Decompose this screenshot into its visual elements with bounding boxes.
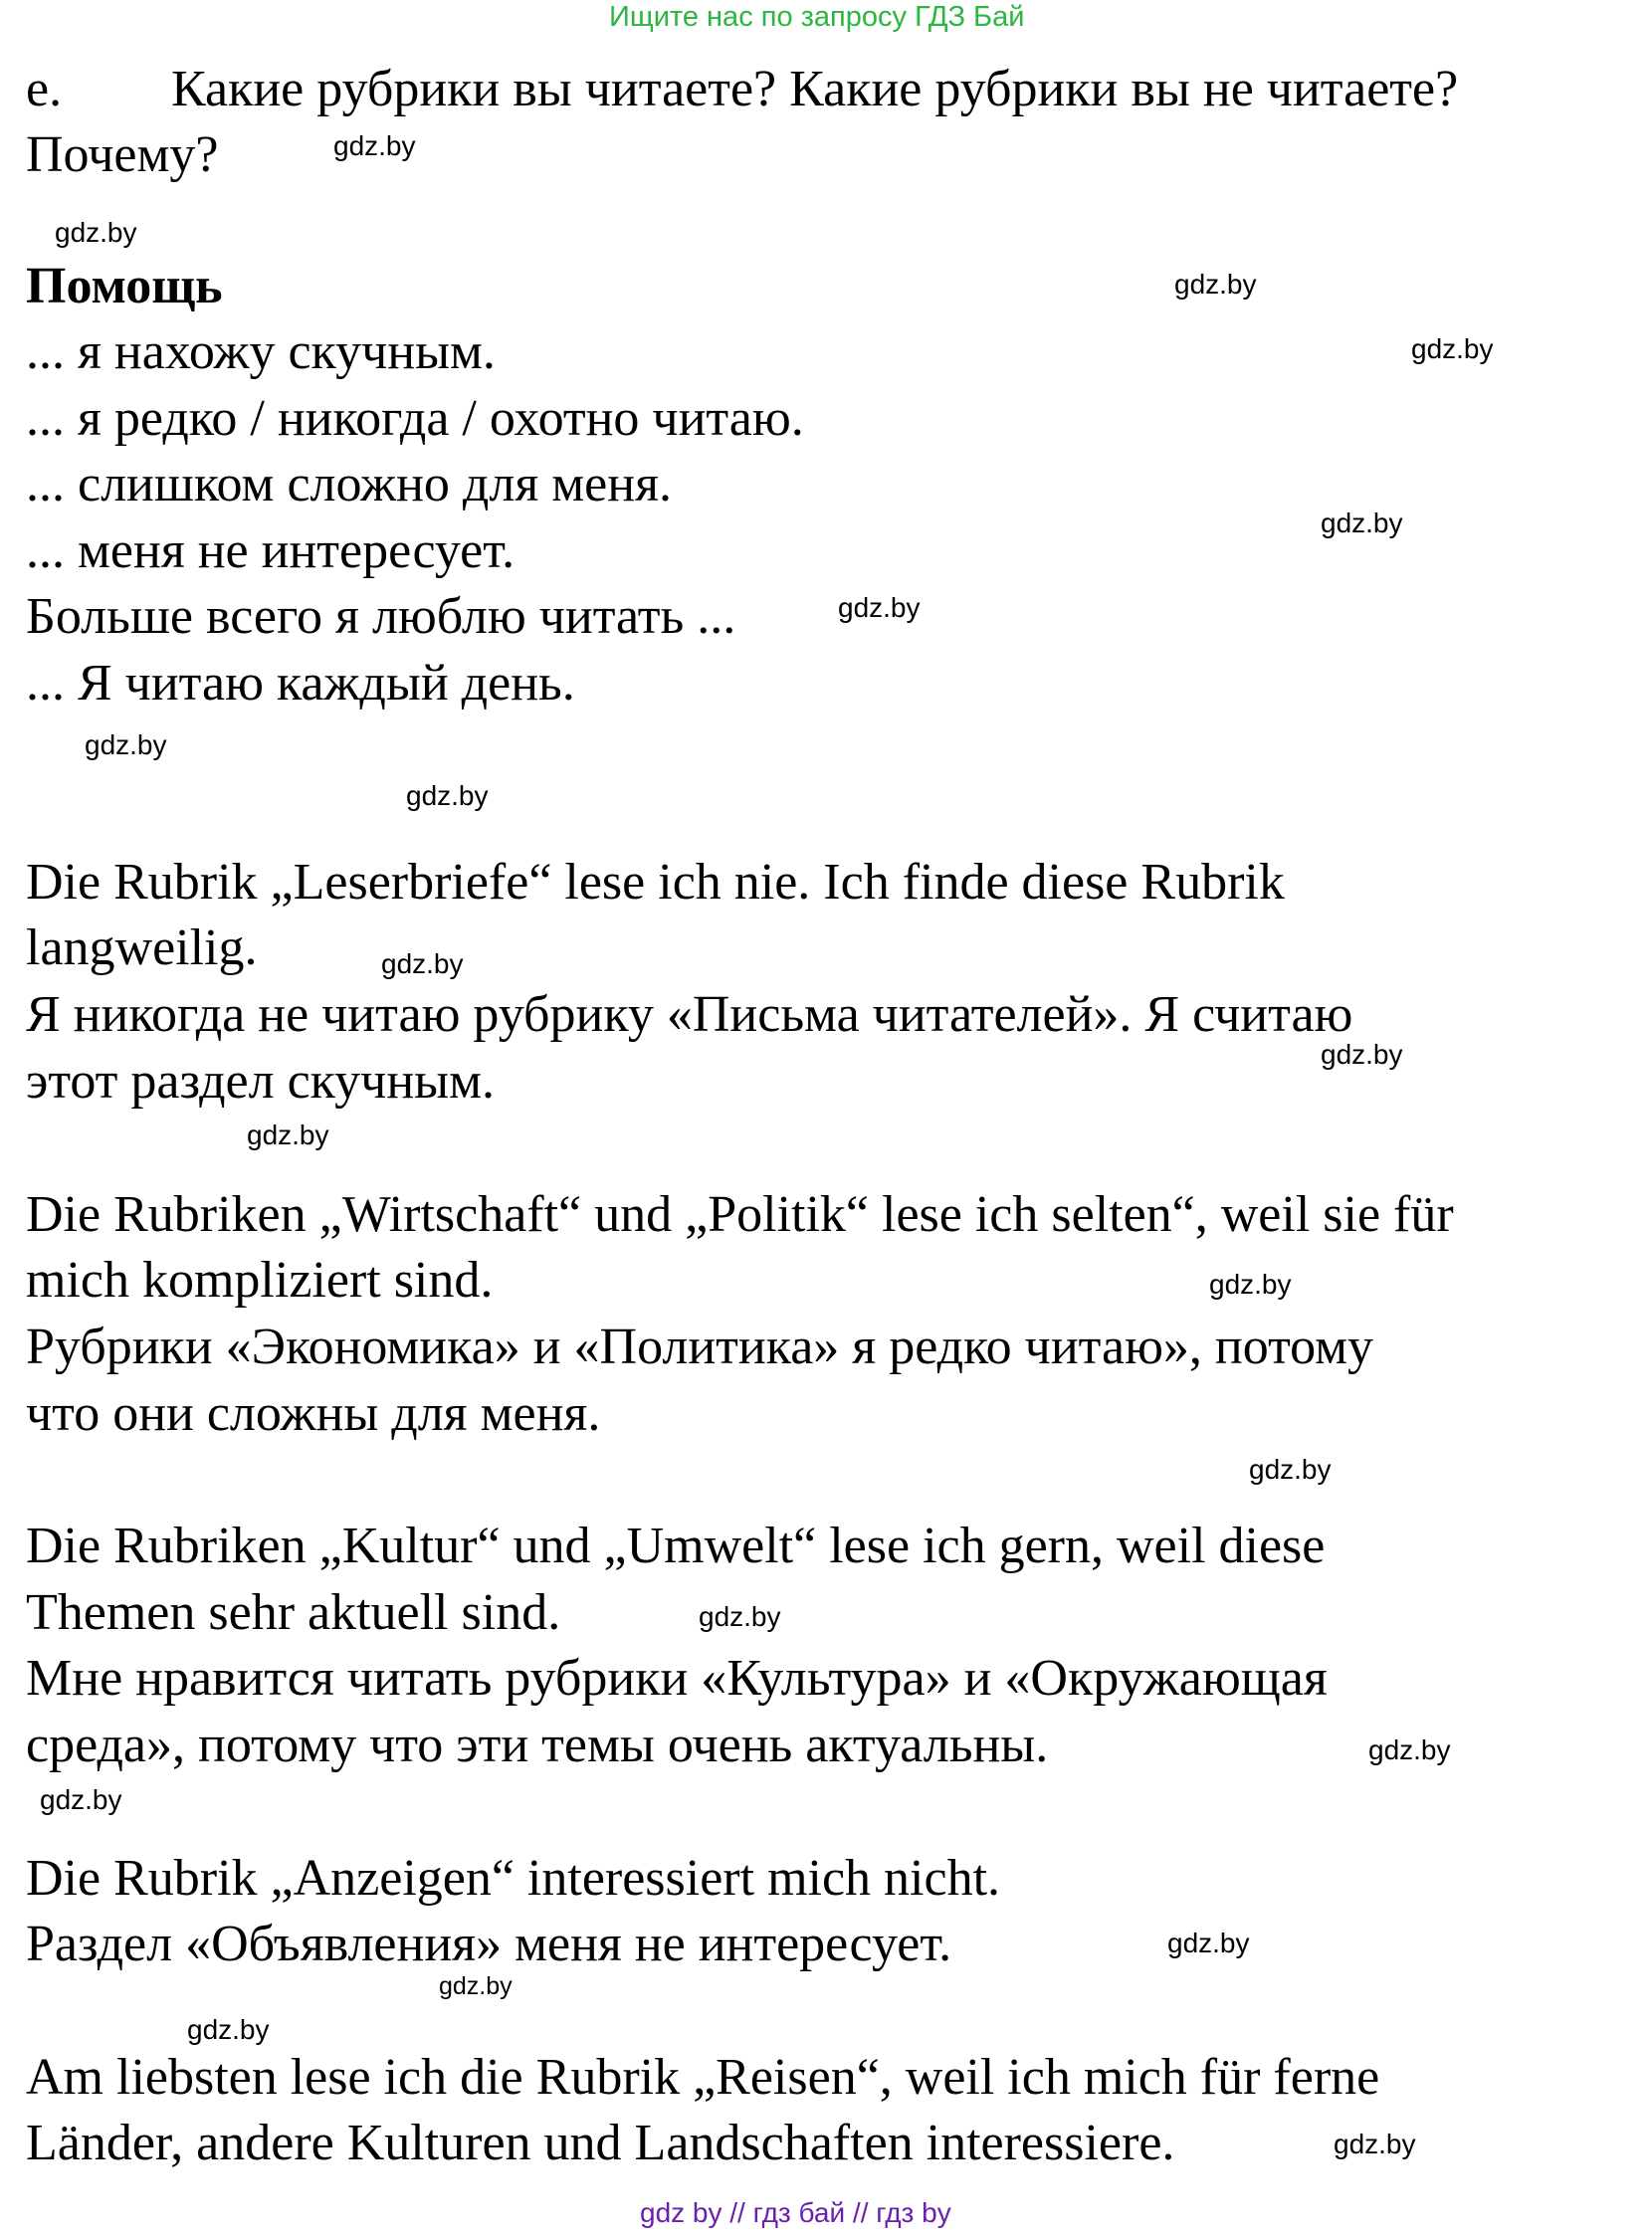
answer-de-line: langweilig.	[26, 919, 258, 976]
watermark: gdz.by	[1321, 508, 1403, 538]
answer-ru-line: что они сложны для меня.	[26, 1385, 601, 1442]
task-letter: e.	[26, 61, 63, 117]
answer-de-line: Die Rubriken „Wirtschaft“ und „Politik“ lese ich selten“, weil sie für	[26, 1186, 1454, 1243]
answer-de-line: mich kompliziert sind.	[26, 1252, 494, 1309]
watermark: gdz.by	[187, 2014, 270, 2045]
watermark: gdz.by	[333, 130, 416, 161]
task-question-line1: Какие рубрики вы читаете? Какие рубрики вы не читаете?	[171, 61, 1459, 117]
watermark: gdz.by	[838, 592, 921, 623]
answer-de-line: Länder, andere Kulturen und Landschaften interessiere.	[26, 2115, 1175, 2171]
help-line: ... слишком сложно для меня.	[26, 456, 672, 512]
answer-ru-line: Я никогда не читаю рубрику «Письма читателей». Я считаю	[26, 986, 1353, 1043]
answer-de-line: Die Rubrik „Leserbriefe“ lese ich nie. Ich finde diese Rubrik	[26, 854, 1285, 911]
watermark: gdz.by	[85, 729, 167, 760]
watermark: gdz.by	[699, 1601, 781, 1632]
watermark: gdz.by	[406, 780, 489, 811]
top-banner: Ищите нас по запросу ГДЗ Бай	[609, 1, 1025, 33]
watermark: gdz.by	[1167, 1928, 1250, 1958]
watermark: gdz.by	[1334, 2129, 1416, 2159]
watermark: gdz.by	[1174, 269, 1257, 300]
answer-de-line: Die Rubriken „Kultur“ und „Umwelt“ lese ich gern, weil diese	[26, 1518, 1326, 1574]
help-line: ... я нахожу скучным.	[26, 323, 496, 380]
answer-ru-line: Мне нравится читать рубрики «Культура» и «Окружающая	[26, 1650, 1328, 1707]
watermark: gdz.by	[1249, 1454, 1332, 1485]
answer-ru-line: среда», потому что эти темы очень актуальны.	[26, 1717, 1049, 1773]
footer-links: gdz by // гдз бай // гдз by	[640, 2197, 951, 2228]
help-line: ... меня не интересует.	[26, 522, 516, 579]
answer-ru-line: этот раздел скучным.	[26, 1053, 495, 1110]
watermark: gdz.by	[1411, 333, 1494, 364]
answer-de-line: Themen sehr aktuell sind.	[26, 1584, 561, 1641]
answer-ru-line: Раздел «Объявления» меня не интересует.	[26, 1916, 952, 1972]
watermark: gdz.by	[247, 1120, 329, 1150]
help-line: ... Я читаю каждый день.	[26, 655, 575, 712]
answer-de-line: Am liebsten lese ich die Rubrik „Reisen“, weil ich mich für ferne	[26, 2049, 1380, 2106]
answer-ru-line: Рубрики «Экономика» и «Политика» я редко читаю», потому	[26, 1319, 1374, 1375]
help-line: Больше всего я люблю читать ...	[26, 588, 736, 645]
help-line: ... я редко / никогда / охотно читаю.	[26, 390, 804, 447]
task-question-line2: Почему?	[26, 126, 219, 183]
answer-de-line: Die Rubrik „Anzeigen“ interessiert mich nicht.	[26, 1850, 1001, 1907]
watermark: gdz.by	[381, 948, 464, 979]
watermark: gdz.by	[40, 1784, 122, 1815]
watermark: gdz.by	[55, 217, 137, 248]
watermark: gdz.by	[1209, 1269, 1292, 1300]
help-title: Помощь	[26, 258, 223, 314]
watermark: gdz.by	[1368, 1734, 1451, 1765]
watermark: gdz.by	[1321, 1039, 1403, 1070]
watermark: gdz.by	[439, 1972, 513, 2000]
